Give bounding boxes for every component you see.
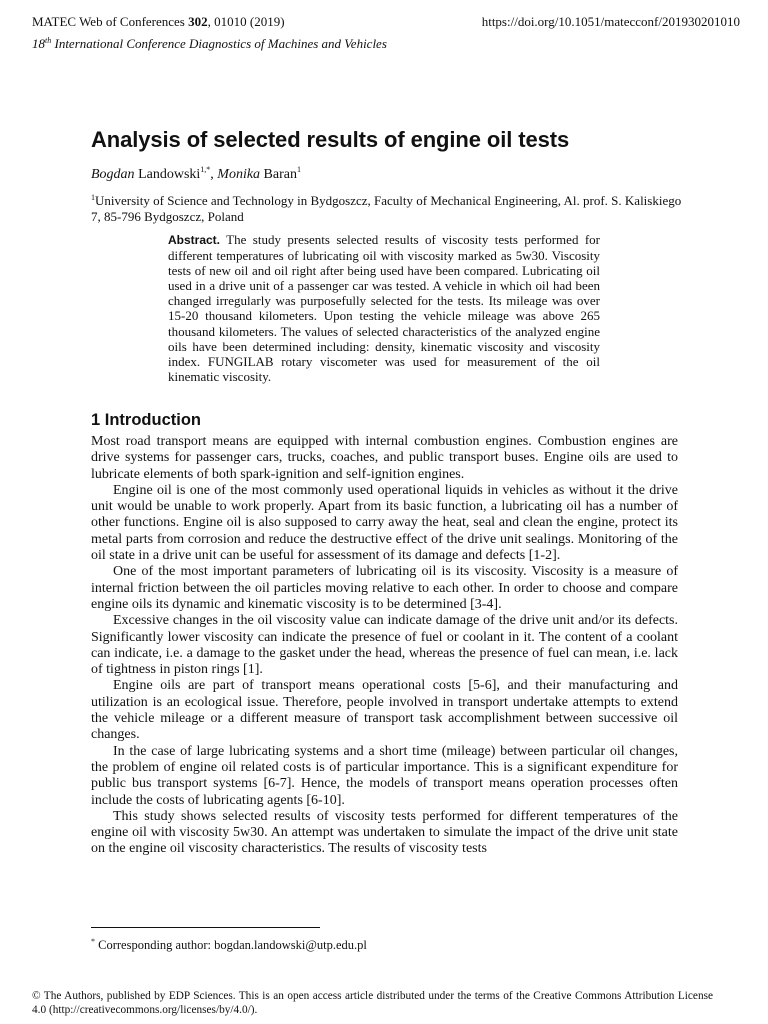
doi-link[interactable]: https://doi.org/10.1051/matecconf/201930201010: [481, 14, 740, 29]
author1-given-name: Bogdan: [91, 167, 135, 182]
body-paragraph: Most road transport means are equipped with internal combustion engines. Combustion engines are drive systems for passenger cars, trucks, coaches, and public transport buses. Engine oils are used to lubricate elements of both spark-ignition and self-ignition engines.: [91, 434, 678, 482]
author-separator: ,: [210, 167, 218, 182]
footnote-text: Corresponding author: bogdan.landowski@utp.edu.pl: [95, 938, 367, 952]
footnote: [91, 934, 367, 953]
conference-title: International Conference Diagnostics of Machines and Vehicles: [51, 36, 387, 51]
conference-ordinal-suffix: th: [45, 36, 52, 45]
abstract: [168, 232, 600, 384]
author1-family-name: Landowski: [134, 167, 201, 182]
affiliation: [91, 190, 691, 225]
abstract-label: Abstract.: [168, 233, 221, 247]
paper-title: Analysis of selected results of engine oil tests: [91, 127, 570, 152]
author2-affiliation-marker: 1: [296, 165, 301, 174]
body-paragraph: Engine oils are part of transport means operational costs [5-6], and their manufacturing and utilization is an ecological issue. Therefore, people involved in transport undertake attempts to extend the vehicle mileage or a different measure of transport task accomplishment between successive oil changes.: [91, 678, 678, 743]
affiliation-text: University of Science and Technology in Bydgoszcz, Faculty of Mechanical Engineering, Al. prof. S. Kaliskiego 7, 85-796 Bydgoszcz, Poland: [91, 193, 682, 224]
conference-ordinal: 18: [32, 36, 45, 51]
footnote-divider: [91, 927, 320, 928]
author1-affiliation-marker: 1,*: [200, 165, 211, 174]
journal-volume: 302: [188, 14, 208, 29]
journal-header: [32, 14, 285, 30]
affiliation-marker: 1: [91, 193, 95, 202]
body-paragraph: Excessive changes in the oil viscosity value can indicate damage of the drive unit and/or its defects. Significantly lower viscosity can indicate the presence of fuel or coolant in it. The content of a coolant can indicate, i.e. a damage to the gasket under the head, whereas the presence of fuel can mean, i.e. lack of tightness in piston rings [1].: [91, 613, 678, 678]
article-info: , 01010 (2019): [207, 14, 285, 29]
footnote-marker: *: [91, 937, 95, 946]
body-paragraph: In the case of large lubricating systems and a short time (mileage) between particular oil changes, the problem of engine oil related costs is of particular importance. This is a significant expenditure for public bus transport systems [6-7]. Hence, the models of transport means operation processes often include the costs of lubricating agents [6-10].: [91, 743, 678, 808]
conference-name: [32, 33, 387, 52]
license-notice: © The Authors, published by EDP Sciences. This is an open access article distributed under the terms of the Creative Commons Attribution License 4.0 (http://creativecommons.org/licenses/by/4.0/).: [32, 990, 713, 1016]
author-list: [91, 161, 301, 184]
body-paragraph: One of the most important parameters of lubricating oil is its viscosity. Viscosity is a measure of internal friction between the oil particles moving relative to each other. In order to choose and compare engine oils its dynamic and kinematic viscosity is to be determined [3-4].: [91, 564, 678, 612]
author2-family-name: Baran: [260, 167, 297, 182]
journal-name: MATEC Web of Conferences: [32, 14, 189, 29]
body-paragraph: This study shows selected results of viscosity tests performed for different temperatures of the engine oil with viscosity 5w30. An attempt was undertaken to simulate the impact of the drive unit state on the engine oil viscosity characteristics. The results of viscosity tests: [91, 808, 678, 857]
body-paragraph: Engine oil is one of the most commonly used operational liquids in vehicles as without it the drive unit would be unable to work properly. Apart from its basic function, a lubricating oil has a number of other functions. Engine oil is also supposed to carry away the heat, seal and clean the engine, protect its metal parts from corrosion and reduce the destructive effect of the drive unit sealings. Monitoring of the oil state in a drive unit can be useful for assessment of its damage and defects [1-2].: [91, 482, 678, 564]
section-heading: 1 Introduction: [91, 411, 201, 429]
abstract-text: The study presents selected results of viscosity tests performed for different temperatures of lubricating oil with viscosity marked as 5w30. Viscosity tests of new oil and oil right after being used have been compared. Lubricating oil used in a drive unit of a passenger car was tested. A vehicle in which oil had been changed irregularly was purposefully selected for the tests. Its mileage was over 15-20 thousand kilometers. Upon testing the vehicle mileage was above 265 thousand kilometers. The values of selected characteristics of the analyzed engine oils have been determined including: density, kinematic viscosity and viscosity index. FUNGILAB rotary viscometer was used for measurement of the oil kinematic viscosity.: [168, 232, 600, 384]
section-body: [91, 434, 678, 858]
author2-given-name: Monika: [217, 167, 261, 182]
